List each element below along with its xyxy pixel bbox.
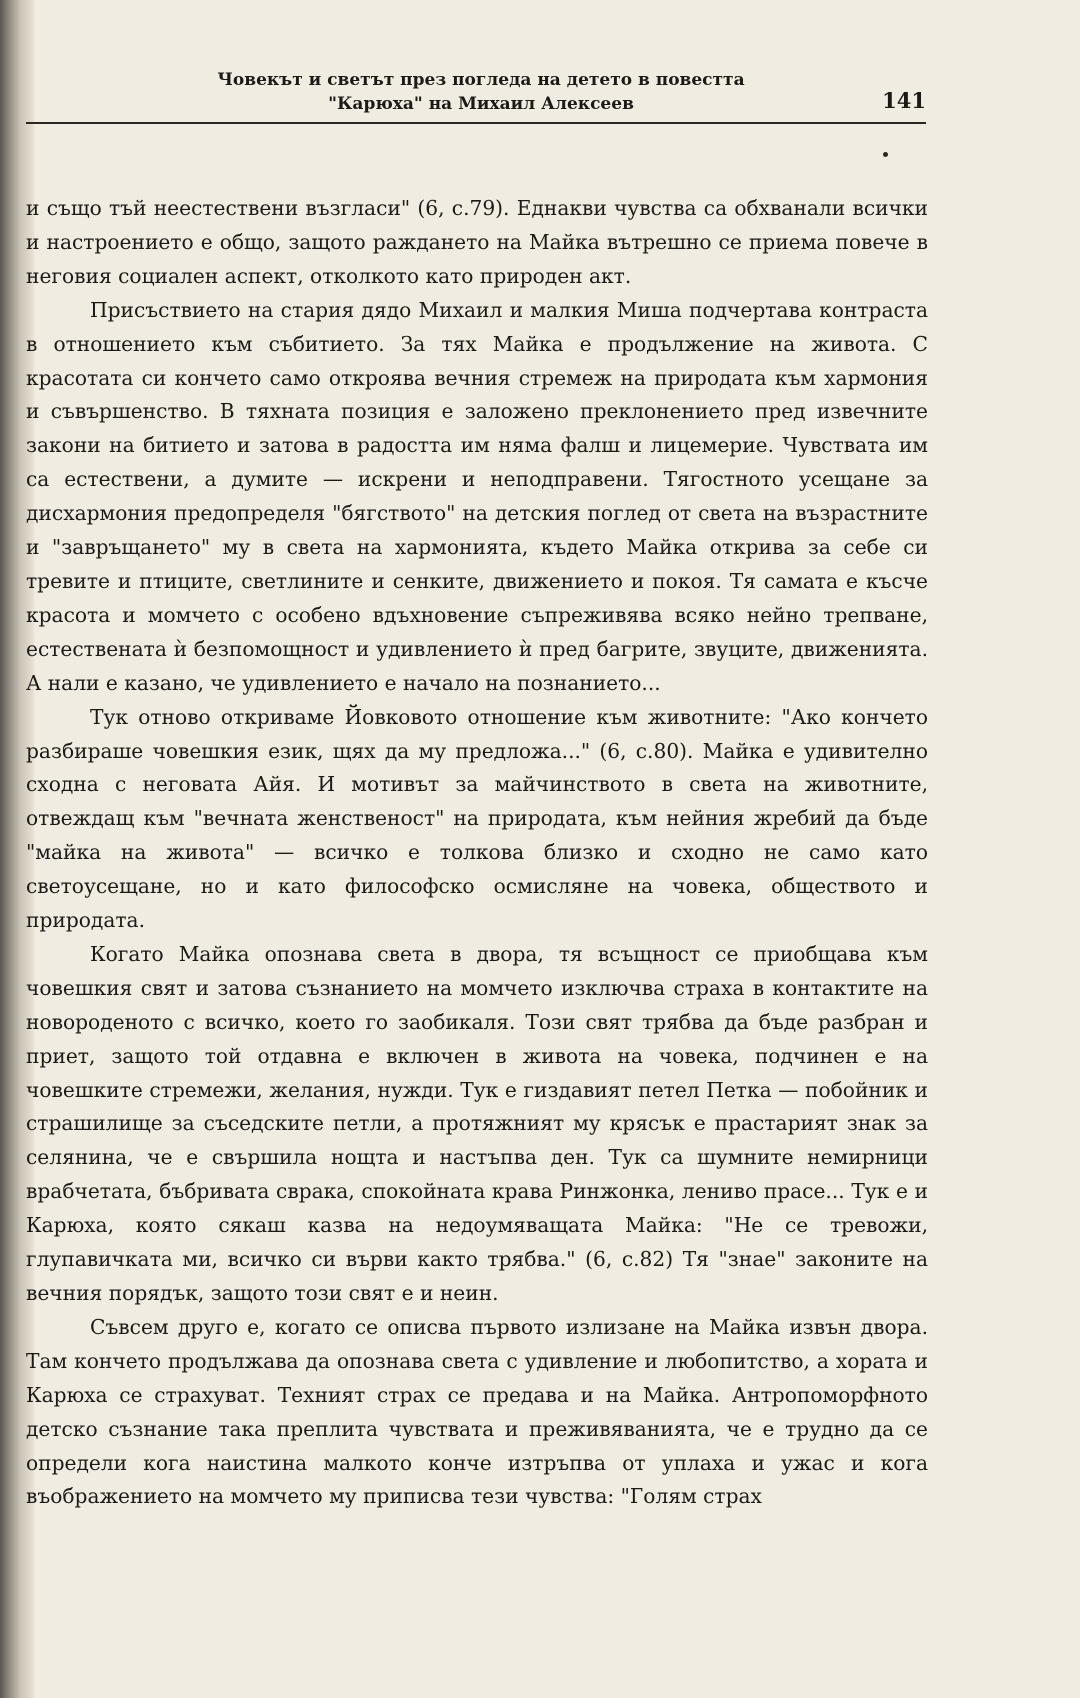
paragraph: Тук отново откриваме Йовковото отношение към животните: "Ако кончето разбираше човешкия език, щях да му предложа..." (6, с.80). Майка е удивително сходна с неговата Айя. И мотивът за майчинството в света на животните, отвеждащ към "вечната женственост" на природата, към нейния жребий да бъде "майка на живота" — всичко е толкова близко и сходно не само като светоусещане, но и като философско осмисляне на човека, обществото и природата. [26, 704, 928, 933]
running-header-title-line2: "Карюха" на Михаил Алексеев [328, 94, 634, 114]
running-header-title [156, 68, 806, 116]
print-speck [883, 152, 888, 157]
paragraph: Когато Майка опознава света в двора, тя всъщност се приобщава към човешкия свят и затова съзнанието на момчето изключва страха в контактите на новороденото с всичко, което го заобикаля. Този свят трябва да бъде разбран и приет, защото той отдавна е включен в живота на човека, подчинен е на човешките стремежи, желания, нужди. Тук е гиздавият петел Петка — побойник и страшилище за съседските петли, а протяжният му крясък е прастарият знак за селянина, че е свършила нощта и настъпва ден. Тук са шумните немирници врабчетата, бъбривата сврака, спокойната крава Ринжонка, лениво прасе... Тук е и Карюха, която сякаш казва на недоумяващата Майка: "Не се тревожи, глупавичката ми, всичко си върви както трябва." (6, с.82) Тя "знае" законите на вечния порядък, защото този свят е и неин. [26, 941, 928, 1305]
paragraph-continued: и също тъй неестествени възгласи" (6, с.79). Еднакви чувства са обхванали всички и настроението е общо, защото раждането на Майка вътрешно се приема повече в неговия социален аспект, отколкото като природен акт. [26, 196, 928, 288]
paragraph: Съвсем друго е, когато се описва първото излизане на Майка извън двора. Там кончето продължава да опознава света с удивление и любопитство, а хората и Карюха се страхуват. Техният страх се предава и на Майка. Антропоморфното детско съзнание така преплита чувствата и преживяванията, че е трудно да се определи кога наистина малкото конче изтръпва от уплаха и ужас и кога въображението на момчето му приписва тези чувства: "Голям страх [26, 1314, 928, 1509]
running-header [26, 60, 926, 124]
body-text [26, 192, 928, 1514]
book-page [26, 60, 926, 124]
running-header-title-line1: Човекът и светът през погледа на детето в повестта [217, 70, 745, 90]
page-number: 141 [882, 88, 926, 113]
paragraph: Присъствието на стария дядо Михаил и малкия Миша подчертава контраста в отношението към събитието. За тях Майка е продължение на живота. С красотата си кончето само откроява вечния стремеж на природата към хармония и съвършенство. В тяхната позиция е заложено преклонението пред извечните закони на битието и затова в радостта им няма фалш и лицемерие. Чувствата им са естествени, а думите — искрени и неподправени. Тягостното усещане за дисхармония предопределя "бягството" на детския поглед от света на възрастните и "завръщането" му в света на хармонията, където Майка открива за себе си тревите и птиците, светлините и сенките, движението и покоя. Тя самата е късче красота и момчето с особено вдъхновение съпреживява всяко нейно трепване, естествената ѝ безпомощност и удивлението ѝ пред багрите, звуците, движенията. А нали е казано, че удивлението е начало на познанието... [26, 297, 928, 695]
